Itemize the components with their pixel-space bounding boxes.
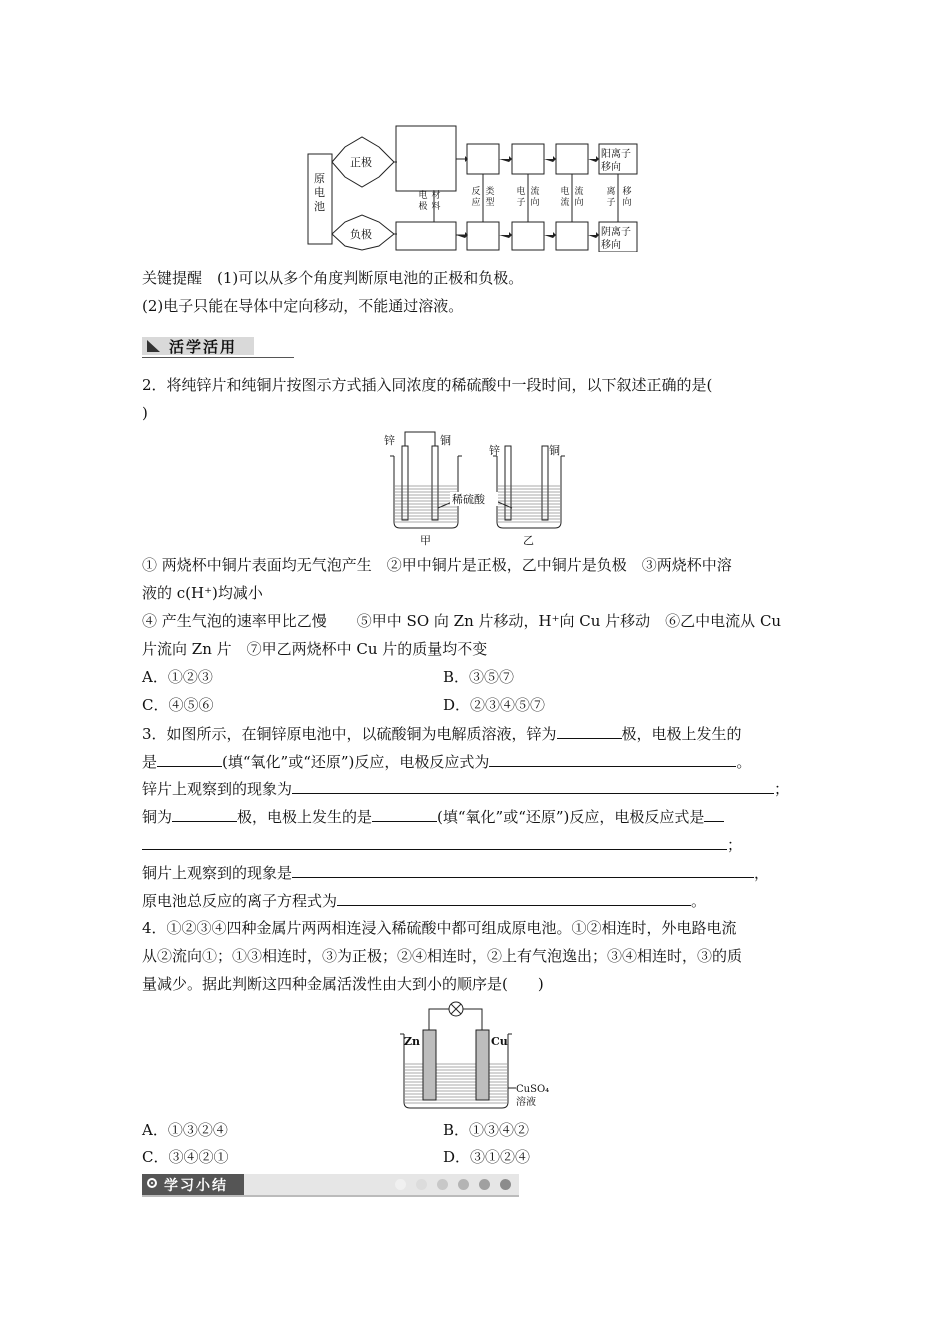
cation-migration-label: 移向 bbox=[601, 162, 621, 173]
q4-cu-label: Cu bbox=[491, 1035, 508, 1048]
decorative-dot bbox=[395, 1179, 406, 1190]
current-flow-label: 流 bbox=[560, 198, 570, 208]
electron-flow-label: 子 bbox=[516, 198, 526, 208]
q3-line-5 bbox=[142, 834, 742, 855]
reaction-type-label: 反 bbox=[471, 187, 481, 197]
q3-text: 铜片上观察到的现象是 bbox=[142, 864, 293, 882]
current-flow-label: 向 bbox=[574, 198, 584, 208]
q3-blank-copper-pole[interactable] bbox=[172, 806, 237, 822]
q3-blank-total-equation[interactable] bbox=[337, 890, 691, 906]
primary-cell-flowchart bbox=[305, 122, 645, 252]
q3-line-2 bbox=[142, 751, 751, 772]
q4-solution-label-2: 溶液 bbox=[516, 1097, 536, 1108]
q3-line-4 bbox=[142, 806, 724, 827]
q3-text: 极，电极上发生的 bbox=[621, 725, 742, 743]
q3-line-1 bbox=[142, 723, 742, 744]
q3-text: 原电池总反应的离子方程式为 bbox=[142, 892, 338, 910]
q3-line-3 bbox=[142, 778, 789, 799]
reaction-type-label: 应 bbox=[471, 198, 481, 208]
summary-section-bar bbox=[142, 1174, 519, 1197]
q3-text: (填“氧化”或“还原”)反应，电极反应式为 bbox=[222, 753, 490, 771]
q3-blank-zinc-reaction[interactable] bbox=[157, 751, 222, 767]
q2-choice-c[interactable]: C．④⑤⑥ bbox=[142, 696, 214, 714]
q3-blank-zinc-equation[interactable] bbox=[489, 751, 736, 767]
q4-cell-figure bbox=[398, 1000, 560, 1112]
decorative-dot bbox=[416, 1179, 427, 1190]
electrode-material-label: 电 bbox=[418, 191, 428, 201]
q2-zinc-label-yi: 锌 bbox=[489, 444, 500, 457]
q3-line-7 bbox=[142, 890, 706, 911]
key-tip-1: 关键提醒 (1)可以从多个角度判断原电池的正极和负极。 bbox=[142, 269, 524, 287]
flowchart-vertical-labels bbox=[418, 147, 631, 251]
q2-copper-label: 铜 bbox=[440, 434, 451, 447]
decorative-dot bbox=[500, 1179, 511, 1190]
q3-blank-zinc-observation[interactable] bbox=[292, 778, 774, 794]
ion-migration-label: 离 bbox=[606, 187, 616, 197]
q4-zn-label: Zn bbox=[404, 1035, 421, 1048]
q2-options-1: ① 两烧杯中铜片表面均无气泡产生 ②甲中铜片是正极，乙中铜片是负极 ③两烧杯中溶 bbox=[142, 556, 732, 574]
decorative-dot bbox=[479, 1179, 490, 1190]
q3-blank-copper-reaction[interactable] bbox=[372, 806, 437, 822]
electron-flow-label: 电 bbox=[516, 187, 526, 197]
anion-migration-label: 移向 bbox=[601, 240, 621, 251]
decorative-dot bbox=[458, 1179, 469, 1190]
section-icon bbox=[146, 339, 161, 353]
q4-solution-label: CuSO₄ bbox=[516, 1084, 550, 1095]
q4-stem-2: 从②流向①；①③相连时，③为正极；②④相连时，②上有气泡逸出；③④相连时，③的质 bbox=[142, 947, 743, 965]
q2-options-4: 片流向 Zn 片 ⑦甲乙两烧杯中 Cu 片的质量均不变 bbox=[142, 640, 488, 658]
flowchart-negative-label: 负极 bbox=[350, 228, 372, 241]
reaction-type-label: 类 bbox=[485, 187, 495, 197]
q3-text: ， bbox=[754, 864, 770, 882]
q4-stem-1: 4．①②③④四种金属片两两相连浸入稀硫酸中都可组成原电池。①②相连时，外电路电流 bbox=[142, 919, 737, 937]
q4-choice-b[interactable]: B．①③④② bbox=[443, 1121, 530, 1139]
decorative-dot bbox=[437, 1179, 448, 1190]
q2-acid-label: 稀硫酸 bbox=[452, 493, 485, 506]
summary-title-block bbox=[142, 1174, 244, 1195]
q3-blank-copper-equation-start[interactable] bbox=[704, 806, 724, 822]
electrode-material-label: 材 bbox=[431, 191, 441, 201]
electron-flow-label: 流 bbox=[530, 187, 540, 197]
q2-choice-b[interactable]: B．③⑤⑦ bbox=[443, 668, 515, 686]
q3-text: ； bbox=[727, 836, 743, 854]
q3-text: 锌片上观察到的现象为 bbox=[142, 780, 293, 798]
q3-line-6 bbox=[142, 862, 769, 883]
cation-migration-label: 阳离子 bbox=[601, 149, 631, 160]
q3-blank-zinc-pole[interactable] bbox=[557, 723, 622, 739]
q3-text: 是 bbox=[142, 753, 158, 771]
electrode-material-label: 极 bbox=[418, 202, 428, 212]
section-header-practice bbox=[142, 335, 294, 358]
q3-text: 极，电极上发生的是 bbox=[237, 808, 373, 826]
q2-options-3: ④ 产生气泡的速率甲比乙慢 ⑤甲中 SO 向 Zn 片移动，H⁺向 Cu 片移动 ⑥乙中电流从 Cu bbox=[142, 612, 782, 630]
q4-choice-a[interactable]: A．①③②④ bbox=[142, 1121, 228, 1139]
q2-beakers-figure bbox=[380, 428, 590, 550]
q2-options-2: 液的 c(H⁺)均减小 bbox=[142, 584, 263, 602]
anion-migration-label: 阴离子 bbox=[601, 227, 631, 238]
q4-choice-c[interactable]: C．③④②① bbox=[142, 1148, 229, 1166]
q4-choice-d[interactable]: D．③①②④ bbox=[443, 1148, 531, 1166]
q2-choice-d[interactable]: D．②③④⑤⑦ bbox=[443, 696, 546, 714]
ion-migration-label: 子 bbox=[606, 198, 616, 208]
summary-title: 学习小结 bbox=[164, 1178, 228, 1194]
electrode-material-label: 料 bbox=[431, 202, 441, 212]
q3-text: 3．如图所示，在铜锌原电池中，以硫酸铜为电解质溶液，锌为 bbox=[142, 725, 557, 743]
q2-stem-2: ) bbox=[142, 404, 148, 422]
flowchart-primary-cell-label: 原电池 bbox=[314, 172, 325, 213]
q3-text: 。 bbox=[736, 753, 752, 771]
q3-text: 铜为 bbox=[142, 808, 173, 826]
q2-stem-1: 2．将纯锌片和纯铜片按图示方式插入同浓度的稀硫酸中一段时间，以下叙述正确的是( bbox=[142, 376, 713, 394]
reaction-type-label: 型 bbox=[485, 198, 495, 208]
q2-yi-label: 乙 bbox=[523, 534, 534, 547]
ion-migration-label: 移 bbox=[622, 187, 632, 197]
current-flow-label: 电 bbox=[560, 187, 570, 197]
q3-blank-copper-observation[interactable] bbox=[292, 862, 754, 878]
q3-blank-copper-equation[interactable] bbox=[142, 834, 727, 850]
current-flow-label: 流 bbox=[574, 187, 584, 197]
key-tip-2: (2)电子只能在导体中定向移动，不能通过溶液。 bbox=[142, 297, 464, 315]
q2-copper-label-yi: 铜 bbox=[549, 444, 560, 457]
ion-migration-label: 向 bbox=[622, 198, 632, 208]
q3-text: 。 bbox=[691, 892, 707, 910]
q3-text: (填“氧化”或“还原”)反应，电极反应式是 bbox=[437, 808, 705, 826]
q2-zinc-label: 锌 bbox=[384, 434, 395, 447]
q2-choice-a[interactable]: A．①②③ bbox=[142, 668, 213, 686]
q2-jia-label: 甲 bbox=[420, 534, 431, 547]
flowchart-positive-label: 正极 bbox=[350, 156, 372, 169]
electron-flow-label: 向 bbox=[530, 198, 540, 208]
q4-stem-3: 量减少。据此判断这四种金属活泼性由大到小的顺序是( ) bbox=[142, 975, 544, 993]
q3-text: ； bbox=[774, 780, 790, 798]
target-icon bbox=[147, 1178, 157, 1188]
section-title: 活学活用 bbox=[169, 338, 238, 356]
